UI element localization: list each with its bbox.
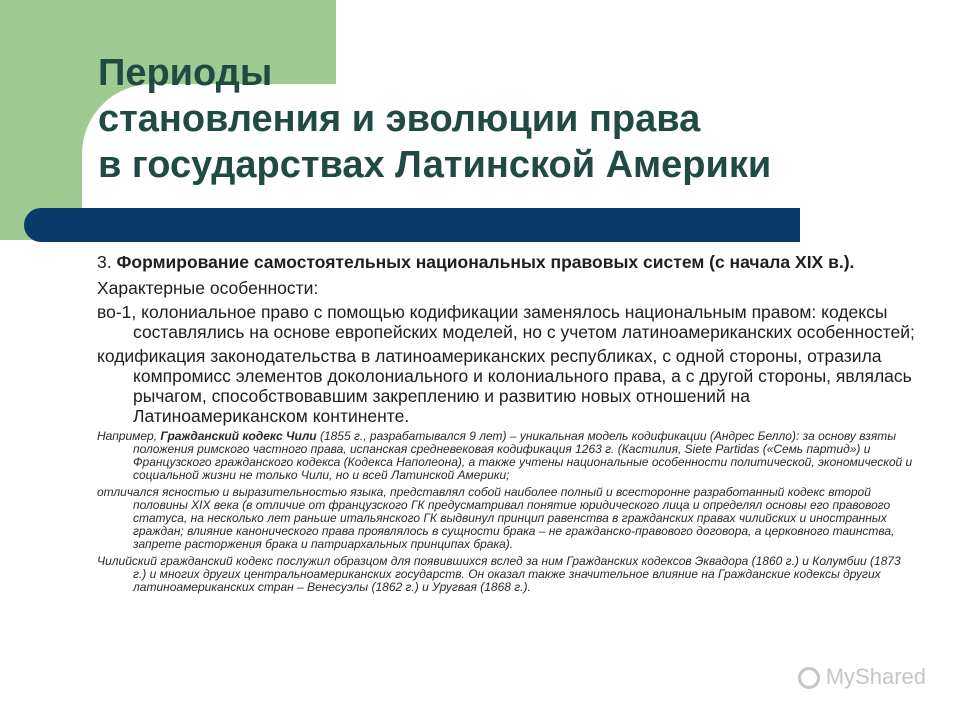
watermark-logo-icon [798,667,820,689]
body-paragraph-3: кодификация законодательства в латиноамериканских республиках, с одной стороны, отразила компромисс элементов доколониального и колониального права, а с другой стороны, являлась рычагом, способствовавшим закреплению и развитию новых отношений на Латиноамериканском континенте. [97,346,912,426]
section-number: 3. [97,252,112,272]
watermark [798,664,926,690]
slide-title [98,50,898,188]
note-1-bold: Гражданский кодекс Чили [160,429,317,443]
section-heading-text: Формирование самостоятельных национальных правовых систем (с начала XIX в.). [116,252,855,272]
title-line-2: становления и эволюции права [98,98,701,140]
note-1-rest: (1855 г., разрабатывался 9 лет) – уникальная модель кодификации (Андрес Белло): за основу взяты положения римского частного права, испанская средневековая кодификация 1263 г. (Кастилия, Siete Partidas («Семь партид») и Французского гражданского кодекса (Кодекса Наполеона), а также учтены национальные особенности политической, экономической и социальной жизни не только Чили, но и всей Латинской Америки; [133,429,913,482]
watermark-text: MyShared [825,664,926,689]
note-paragraph-2: отличался ясностью и выразительностью языка, представлял собой наиболее полный и всесторонне разработанный кодекс второй половины XIX века (в отличие от французского ГК предусматривал понятие юридического лица и определял основы его правового статуса, на несколько лет раньше итальянского ГК выдвинул принцип равенства в гражданских правах чилийских и иностранных граждан; влияние канонического права проявлялось в сущности брака – не гражданско-правового договора, а церковного таинства, запрете расторжения брака и патриархальных принципах брака). [97,485,895,551]
body-paragraph-2: во-1, колониальное право с помощью кодификации заменялось национальным правом: кодексы составлялись на основе европейских моделей, но с учетом латиноамериканских особенностей; [97,302,915,342]
note-paragraph-1 [97,430,917,482]
title-line-3: в государствах Латинской Америки [98,144,772,186]
title-line-1: Периоды [98,52,273,94]
section-heading [97,252,917,272]
decorative-divider-bar [24,208,800,242]
note-paragraph-3: Чилийский гражданский кодекс послужил образцом для появившихся вслед за ним Гражданских кодексов Эквадора (1860 г.) и Колумбии (1873 г.) и многих других центральноамериканских государств. Он оказал также значительное влияние на Гражданские кодексы других латиноамериканских стран – Венесуэлы (1862 г.) и Уругвая (1868 г.). [97,554,901,594]
note-1-prefix: Например, [97,429,161,443]
slide-body [97,252,917,598]
body-paragraph-1: Характерные особенности: [97,278,319,298]
